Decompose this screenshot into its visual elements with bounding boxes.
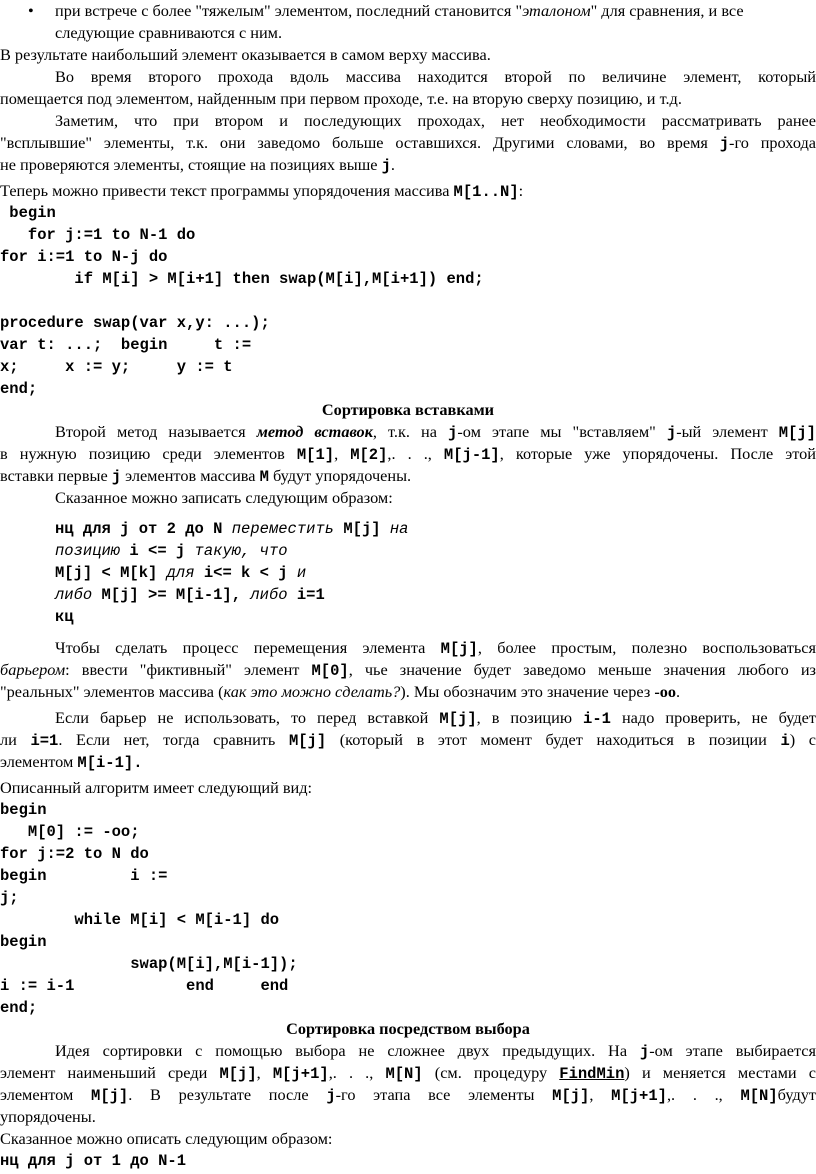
paragraph-program-intro: Теперь можно привести текст программы упорядочения массива M[1..N]: — [0, 181, 524, 201]
algorithm-intro: Описанный алгоритм имеет следующий вид: — [0, 778, 313, 797]
code-line: for j:=1 to N-1 do — [0, 226, 196, 244]
insertion-line-3: вставки первые j элементов массива M будут упорядочены. — [0, 466, 412, 486]
paragraph-second-pass-2: помещается под элементом, найденным при первом проходе, т.е. на вторую сверху позицию, и т.д. — [0, 89, 682, 108]
code-line: M[0] := -oo; — [0, 823, 140, 841]
insertion-line-1: Второй метод называется метод вставок, т.к. на j-ом этапе мы "вставляем" j-ый элемент M[j] — [55, 422, 816, 442]
bullet-marker: • — [28, 1, 34, 20]
algo-line: позицию i <= j такую, что — [55, 542, 288, 560]
nobarrier-line-2: ли i=1. Если нет, тогда сравнить M[j] (который в этот момент будет находиться в позиции i) с — [0, 730, 816, 750]
algo-line: нц для j от 2 до N переместить M[j] на — [55, 520, 409, 538]
barrier-line-1: Чтобы сделать процесс перемещения элемента M[j], более простым, полезно воспользоваться — [55, 638, 816, 658]
bullet-line-2: следующие сравниваются с ним. — [55, 23, 283, 42]
code-line: нц для j от 1 до N-1 — [0, 1152, 187, 1170]
paragraph-note-1: Заметим, что при втором и последующих проходах, нет необходимости рассматривать ранее — [55, 111, 816, 130]
algo-line: кц — [55, 608, 74, 626]
code-line: for i:=1 to N-j do — [0, 248, 168, 266]
insertion-line-4: Сказанное можно записать следующим образом: — [55, 488, 393, 507]
selection-line-2: элемент наименьший среди M[j], M[j+1],. . ., M[N] (см. процедуру FindMin) и меняется местами с — [0, 1063, 816, 1083]
code-line: begin — [0, 801, 47, 819]
code-line: procedure swap(var x,y: ...); — [0, 314, 270, 332]
nobarrier-line-1: Если барьер не использовать, то перед вставкой M[j], в позицию i-1 надо проверить, не будет — [55, 708, 816, 728]
section-heading-selection: Сортировка посредством выбора — [286, 1019, 530, 1038]
code-line: i := i-1 end end — [0, 977, 289, 995]
code-line: swap(M[i],M[i-1]); — [0, 955, 298, 973]
code-line: while M[i] < M[i-1] do — [0, 911, 280, 929]
code-line: end; — [0, 380, 38, 398]
bullet-line-1: • при встрече с более "тяжелым" элементом, последний становится "эталоном" для сравнения, и все — [28, 1, 744, 20]
nobarrier-line-3: элементом M[i-1]. — [0, 752, 143, 772]
code-line: if M[i] > M[i+1] then swap(M[i],M[i+1]) end; — [0, 270, 484, 288]
barrier-line-2: барьером: ввести "фиктивный" элемент M[0], чье значение будет заведомо меньше значения любого из — [0, 660, 816, 680]
paragraph-note-2: "всплывшие" элементы, т.к. они заведомо больше оставшихся. Другими словами, во время j-го прохода — [0, 133, 816, 153]
algo-line: M[j] < M[k] для i<= k < j и — [55, 564, 307, 582]
section-heading-insertion: Сортировка вставками — [321, 400, 495, 419]
insertion-line-2: в нужную позицию среди элементов M[1], M[2],. . ., M[j-1], которые уже упорядочены. После этой — [0, 444, 816, 464]
findmin-link[interactable]: FindMin — [559, 1065, 625, 1083]
barrier-line-3: "реальных" элементов массива (как это можно сделать?). Мы обозначим это значение через -oo. — [0, 682, 681, 701]
paragraph-second-pass-1: Во время второго прохода вдоль массива находится второй по величине элемент, который — [55, 67, 816, 86]
selection-line-1: Идея сортировки с помощью выбора не сложнее двух предыдущих. На j-ом этапе выбирается — [55, 1041, 816, 1061]
code-line: begin i := — [0, 867, 168, 885]
selection-line-5: Сказанное можно описать следующим образом: — [0, 1129, 333, 1148]
selection-line-3: элементом M[j]. В результате после j-го этапа все элементы M[j], M[j+1],. . ., M[N]будут — [0, 1085, 816, 1105]
paragraph-result: В результате наибольший элемент оказывается в самом верху массива. — [0, 45, 491, 64]
paragraph-note-3: не проверяются элементы, стоящие на позициях выше j. — [0, 155, 395, 175]
code-line: for j:=2 to N do — [0, 845, 149, 863]
code-line: var t: ...; begin t := — [0, 336, 252, 354]
code-line: end; — [0, 999, 38, 1017]
algo-line: либо M[j] >= M[i-1], либо i=1 — [55, 586, 325, 604]
code-line: x; x := y; y := t — [0, 358, 233, 376]
code-line: j; — [0, 889, 19, 907]
code-line: begin — [0, 933, 47, 951]
code-line: begin — [0, 204, 56, 222]
selection-line-4: упорядочены. — [0, 1107, 96, 1126]
